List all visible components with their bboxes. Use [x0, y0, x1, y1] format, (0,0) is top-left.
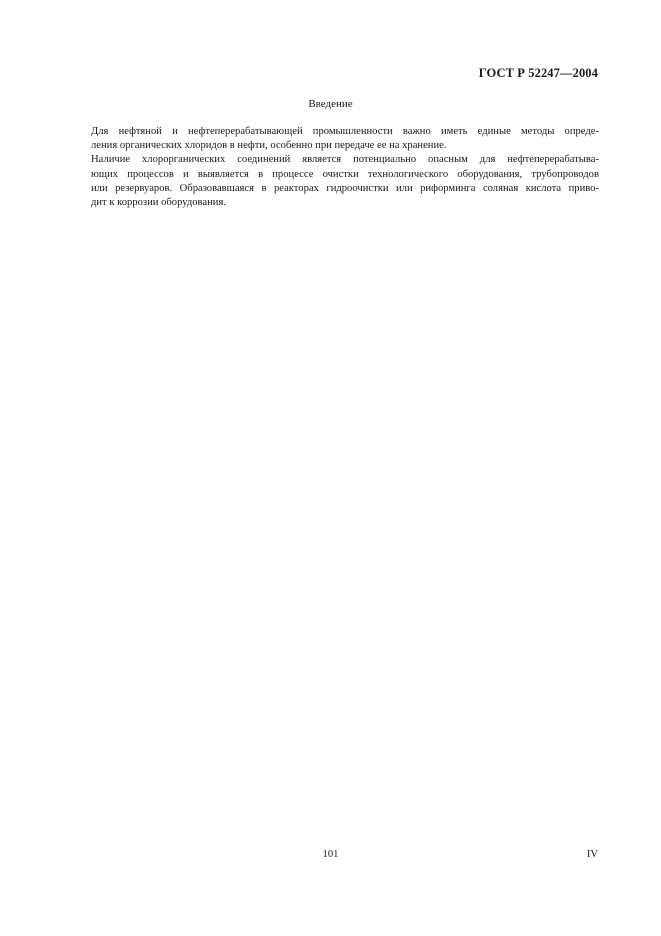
page-number: 101 [322, 849, 339, 860]
document-code: ГОСТ Р 52247—2004 [478, 66, 598, 80]
roman-page-number: IV [586, 849, 598, 860]
body-text [62, 125, 599, 210]
section-title: Введение [308, 98, 353, 110]
paragraph-line: Для нефтяной и нефтеперерабатывающей промышленности важно иметь единые методы опреде- [91, 126, 599, 137]
paragraph-line: Наличие хлорорганических соединений является потенциально опасным для нефтеперерабатыва- [91, 154, 599, 166]
paragraph-1 [62, 125, 599, 153]
paragraph-2 [62, 153, 599, 210]
paragraph-line: или резервуаров. Образовавшаяся в реакторах гидроочистки или риформинга соляная кислота приво- [91, 182, 599, 194]
paragraph-line: дит к коррозии оборудования. [91, 197, 226, 209]
paragraph-line: ления органических хлоридов в нефти, особенно при передаче ее на хранение. [91, 140, 447, 152]
paragraph-line: ющих процессов и выявляется в процессе очистки технологического оборудования, трубопроводов [91, 168, 599, 180]
